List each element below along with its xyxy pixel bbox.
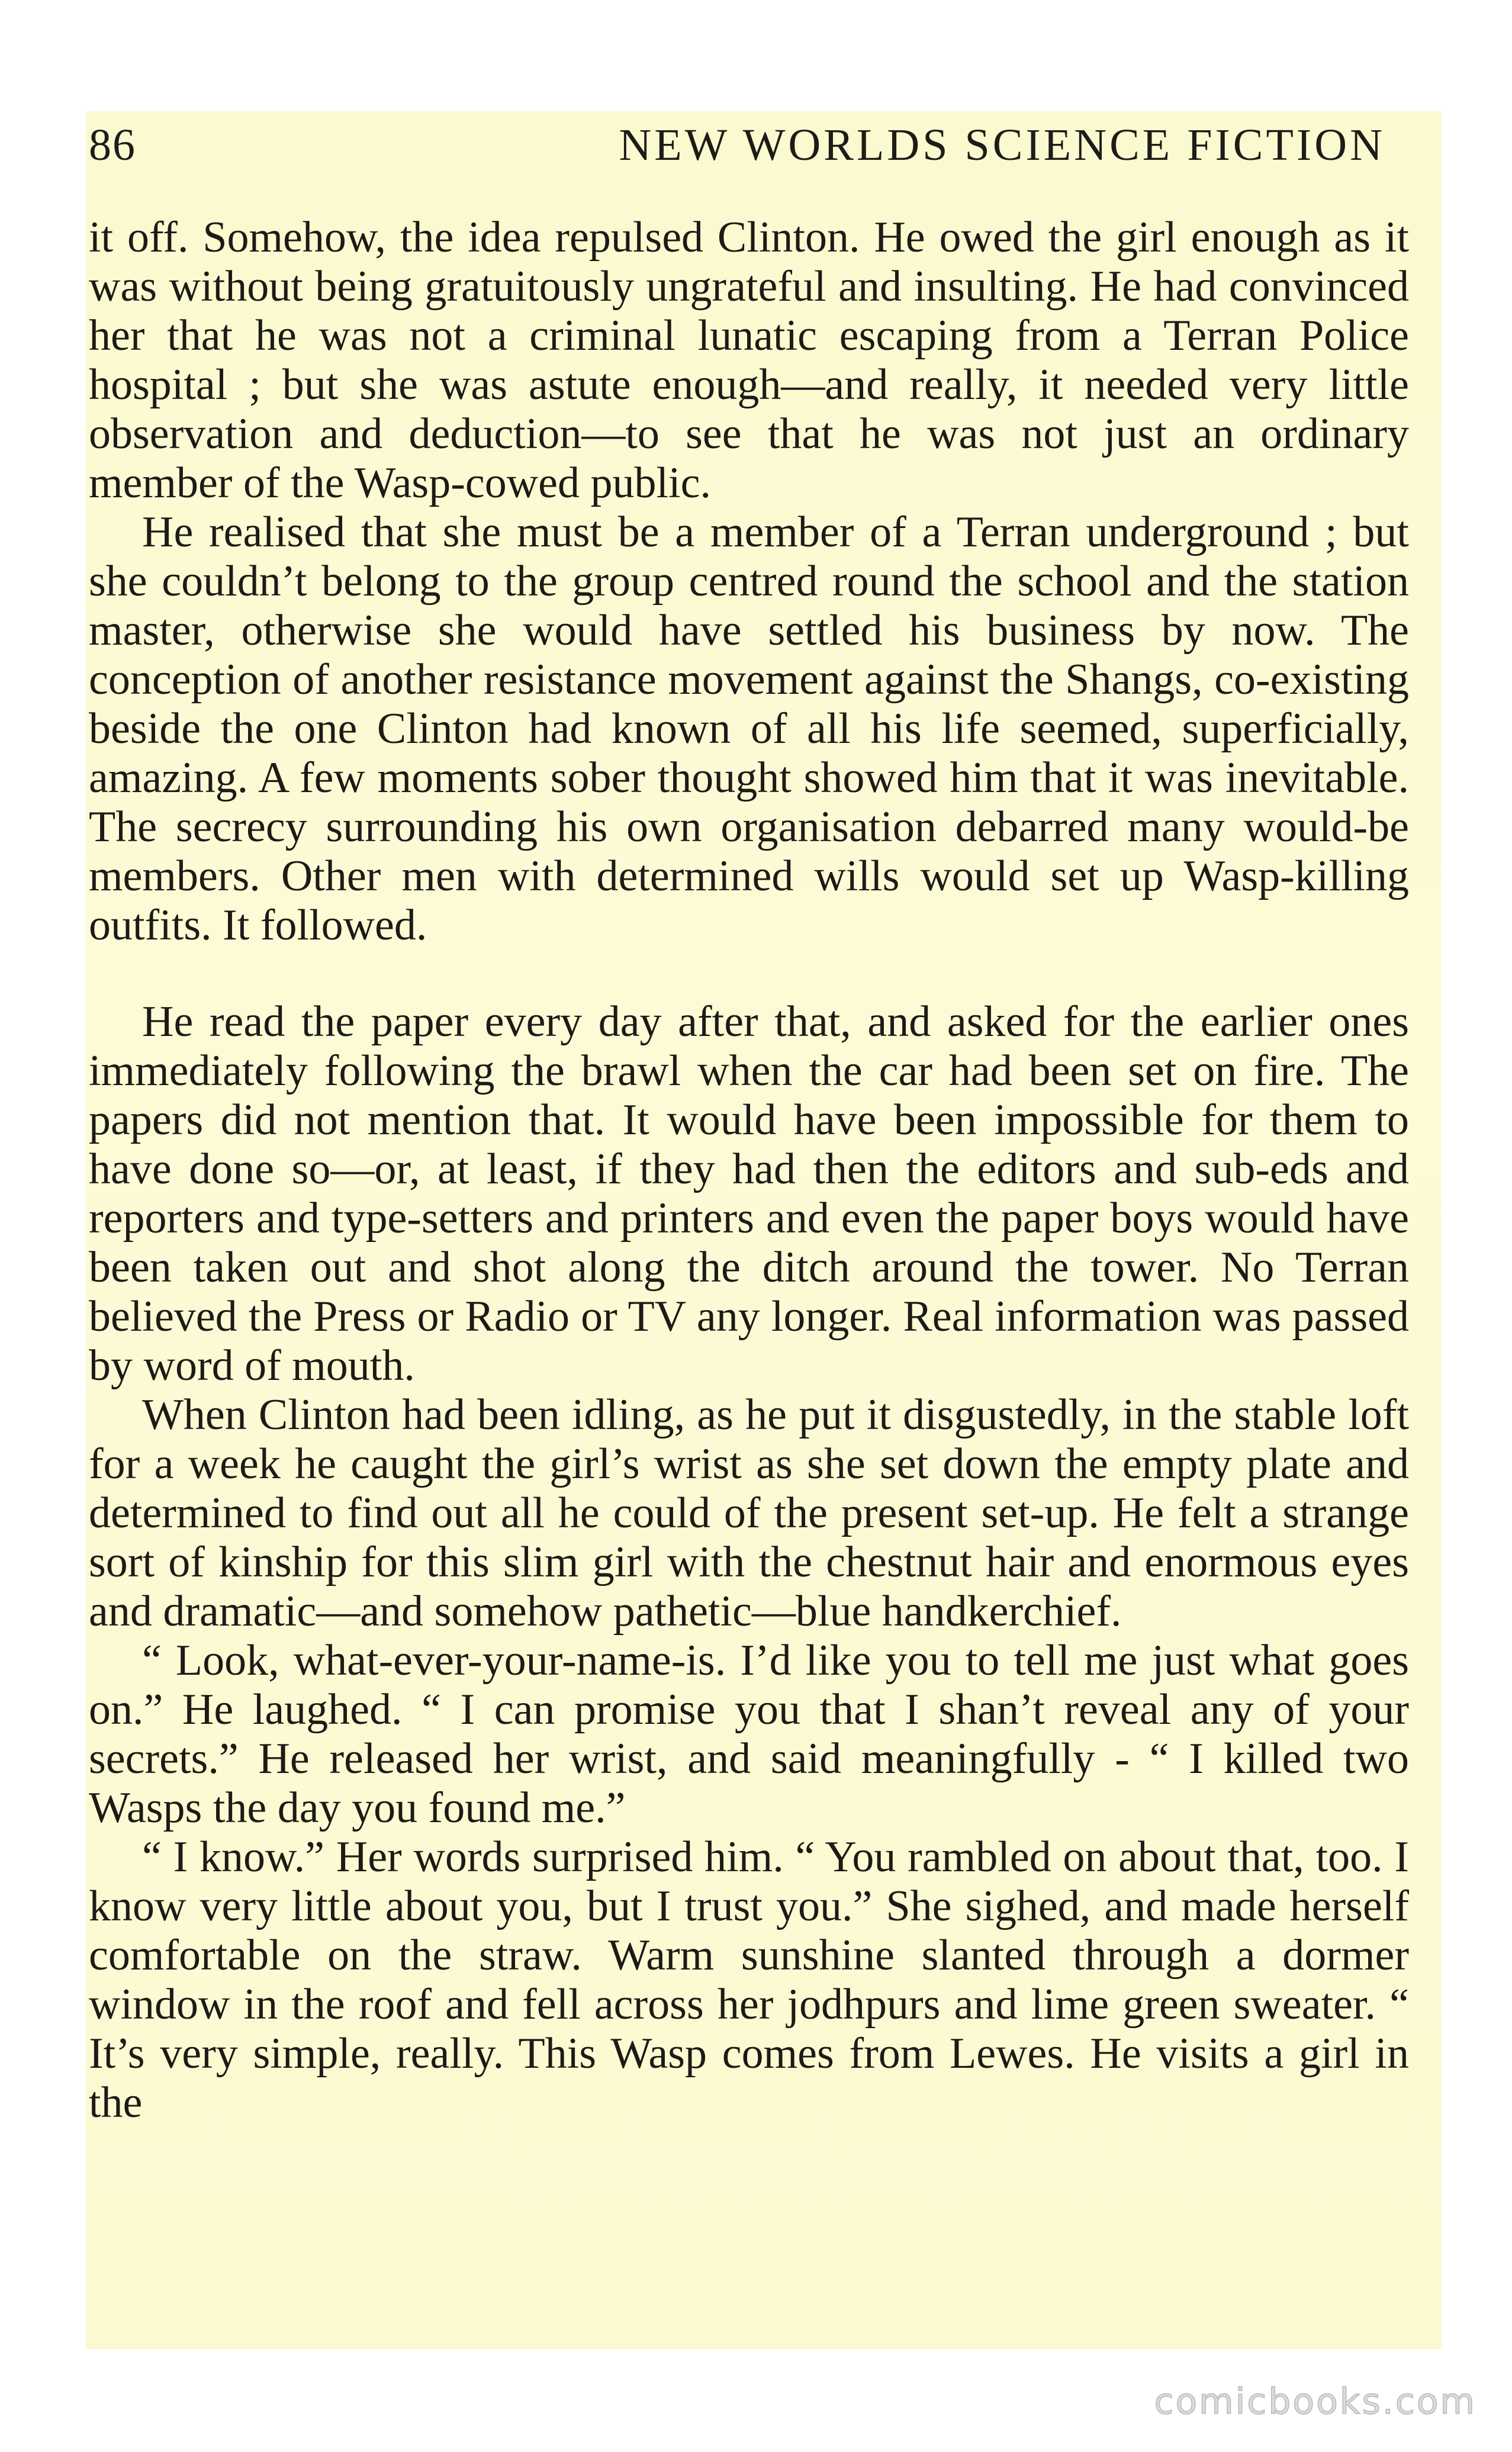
page-header: [89, 118, 1385, 172]
watermark: comicbooks.com: [1154, 2381, 1476, 2422]
body-text: [89, 213, 1409, 2128]
paragraph-2: He realised that she must be a member of a Terran underground ; but she couldn’t belong to the group centred round the school and the station master, otherwise she would have settled his business by now. The conception of another resistance movement against the Shangs, co-existing beside the one Clinton had known of all his life seemed, superficially, amazing. A few moments sober thought showed him that it was inevitable. The secrecy surrounding his own organisation debarred many would-be members. Other men with determined wills would set up Wasp-killing outfits. It followed.: [89, 508, 1409, 950]
running-title: NEW WORLDS SCIENCE FICTION: [619, 120, 1385, 170]
page-number: 86: [89, 120, 136, 170]
paragraph-5: “ Look, what-ever-your-name-is. I’d like you to tell me just what goes on.” He laughed. “ I can promise you that I shan’t reveal any of your secrets.” He released her wrist, and said meaningfully - “ I killed two Wasps the day you found me.”: [89, 1636, 1409, 1832]
paragraph-4: When Clinton had been idling, as he put it disgustedly, in the stable loft for a week he caught the girl’s wrist as she set down the empty plate and determined to find out all he could of the present set-up. He felt a strange sort of kinship for this slim girl with the chestnut hair and enormous eyes and dramatic—and somehow pathetic—blue handkerchief.: [89, 1391, 1409, 1636]
paragraph-6: “ I know.” Her words surprised him. “ You rambled on about that, too. I know very little about you, but I trust you.” She sighed, and made herself comfortable on the straw. Warm sunshine slanted through a dormer window in the roof and fell across her jodhpurs and lime green sweater. “ It’s very simple, really. This Wasp comes from Lewes. He visits a girl in the: [89, 1833, 1409, 2127]
paragraph-3: He read the paper every day after that, and asked for the earlier ones immediately following the brawl when the car had been set on fire. The papers did not mention that. It would have been impossible for them to have done so—or, at least, if they had then the editors and sub-eds and reporters and type-setters and printers and even the paper boys would have been taken out and shot along the ditch around the tower. No Terran believed the Press or Radio or TV any longer. Real information was passed by word of mouth.: [89, 997, 1409, 1390]
paragraph-1: it off. Somehow, the idea repulsed Clinton. He owed the girl enough as it was without being gratuitously ungrateful and insulting. He had convinced her that he was not a criminal lunatic escaping from a Terran Police hospital ; but she was astute enough—and really, it needed very little observation and deduction—to see that he was not just an ordinary member of the Wasp-cowed public.: [89, 213, 1409, 507]
